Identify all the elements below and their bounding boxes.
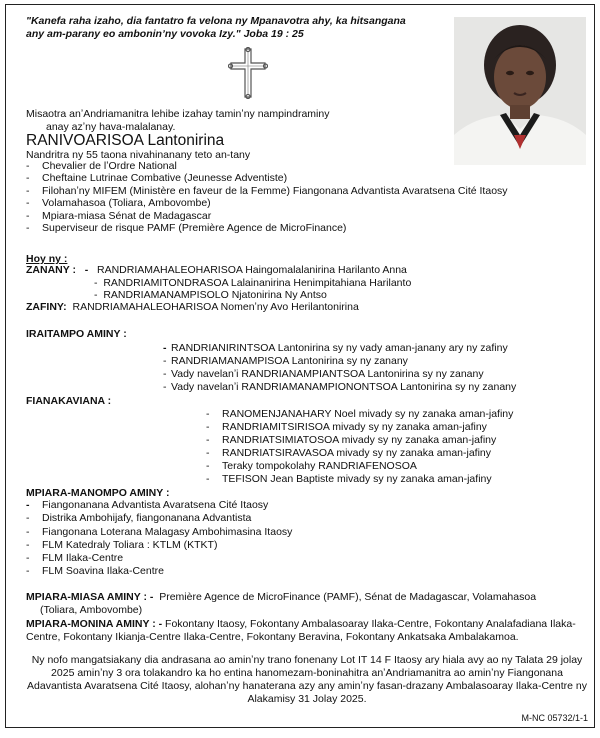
titles-list (26, 160, 586, 234)
bible-verse: "Kanefa raha izaho, dia fantatro fa velona ny Mpanavotra ahy, ka hitsangana any am-parany eo amboninʼny vovoka Izy." Joba 19 : 25 (26, 15, 406, 40)
list-item: - Filohanʼny MIFEM (Ministère en faveur de la Femme) Fiangonana Advantista Avaratsena Cité Itaosy (26, 184, 508, 197)
intro-line-1: Misaotra anʼAndriamanitra lehibe izahay taminʼny nampindraminy (26, 108, 330, 120)
mpiara-monina-text: Fokontany Itaosy, Fokontany Ambalasoaray Ilaka-Centre, Fokontany Analafadiana Ilaka-Centre, Fokontany Ikianja-Centre Ilaka-Centre, Fokontany Beravina, Fokontany Ankatsaka Ambalakamoa. (26, 618, 576, 643)
list-item: - Fiangonanana Advantista Avaratsena Cité Itaosy (26, 499, 269, 511)
list-item: - Cheftaine Lutrinae Combative (Jeunesse Adventiste) (26, 172, 288, 185)
zafiny-label: ZAFINY: (26, 301, 67, 313)
list-item: - RANDRIAMANAMPISOA Lantonirina sy ny zanany (163, 355, 408, 367)
list-item: - RANDRIATSIRAVASOA mivady sy ny zanaka aman-jafiny (206, 447, 492, 459)
fianakaviana-label: FIANAKAVIANA : (26, 395, 112, 407)
mpiara-monina-label: MPIARA-MONINA AMINY : - (26, 618, 163, 630)
list-item: - Mpiara-miasa Sénat de Madagascar (26, 209, 212, 222)
obituary-notice (5, 4, 595, 728)
mpiara-manompo-label: MPIARA-MANOMPO AMINY : (26, 487, 170, 499)
zafiny-section (26, 301, 359, 313)
iraitampo-label: IRAITAMPO AMINY : (26, 328, 127, 340)
list-item: - RANDRIATSIMIATOSOA mivady sy ny zanaka aman-jafiny (206, 434, 497, 446)
hoy-label: Hoy ny : (26, 253, 68, 265)
mpiara-miasa-cont: (Toliara, Ambovombe) (40, 604, 143, 616)
intro-text (26, 108, 446, 134)
list-item: - Volamahasoa (Toliara, Ambovombe) (26, 197, 211, 210)
zanany-label: ZANANY : (26, 264, 76, 276)
list-item: - Fiangonana Loterana Malagasy Ambohimasina Itaosy (26, 525, 293, 538)
mpiara-miasa-label: MPIARA-MIASA AMINY : - (26, 591, 154, 603)
zanany-section (26, 264, 586, 302)
list-item: - Distrika Ambohijafy, fiangonanana Advantista (26, 512, 252, 525)
list-item: ZANANY : - RANDRIAMAHALEOHARISOA Haingomalalanirina Harilanto Anna (26, 264, 407, 276)
list-item: - Vady navelanʼi RANDRIANAMPIANTSOA Lantonirina sy ny zanany (163, 368, 484, 380)
mpiara-manompo-list (26, 499, 586, 579)
mpiara-miasa-section (26, 591, 586, 617)
iraitampo-list (163, 342, 583, 394)
list-item: - RANDRIAMITONDRASOA Lalainanirina Henimpitahiana Harilanto (94, 276, 412, 289)
list-item: - FLM Soavina Ilaka-Centre (26, 565, 164, 578)
closing-paragraph: Ny nofo mangatsiakany dia andrasana ao aminʼny trano fonenany Lot IT 14 F Itaosy ary hiala avy ao ny Talata 29 jolay 2025 aminʼny 3 ora tolakandro ka ho entina hanomezam-boninahitra anʼAndriamanitra ao aminʼny Fiangonana Adavantista Avaratsena Cité Itaosy, alohanʼny hanaterana azy any aminʼny fasan-drazany Ambalasoaray Ilaka-Centre ny Alakamisy 31 Jolay 2025. (27, 654, 587, 705)
list-item: - FLM Ilaka-Centre (26, 552, 124, 565)
list-item: - RANDRIAMANAMPISOLO Njatonirina Ny Antso (94, 289, 327, 302)
list-item: - FLM Katedraly Toliara : KTLM (KTKT) (26, 538, 218, 551)
cross-icon (228, 47, 268, 99)
list-item: - RANDRIANIRINTSOA Lantonirina sy ny vady aman-janany ary ny zafiny (163, 342, 508, 354)
reference-code: M-NC 05732/1-1 (521, 713, 588, 723)
intro-line-2: anay azʼny hava-malalanay. (46, 121, 176, 133)
deceased-name: RANIVOARISOA Lantonirina (26, 132, 225, 149)
fianakaviana-list (206, 408, 586, 486)
list-item: - Superviseur de risque PAMF (Première Agence de MicroFinance) (26, 222, 347, 235)
age-line: Nandritra ny 55 taona nivahinanany teto an-tany (26, 149, 251, 161)
list-item: - RANDRIAMITSIRISOA mivady sy ny zanaka aman-jafiny (206, 421, 487, 433)
list-item: - Teraky tompokolahy RANDRIAFENOSOA (206, 460, 417, 472)
list-item: - RANOMENJANAHARY Noel mivady sy ny zanaka aman-jafiny (206, 408, 514, 420)
list-item: - Vady navelanʼi RANDRIAMANAMPIONONTSOA Lantonirina sy ny zanany (163, 381, 517, 393)
zafiny-text: RANDRIAMAHALEOHARISOA Nomenʼny Avo Herilantonirina (72, 301, 359, 313)
mpiara-miasa-text: Première Agence de MicroFinance (PAMF), Sénat de Madagascar, Volamahasoa (159, 591, 537, 603)
portrait-photo (454, 17, 586, 165)
list-item: - Chevalier de lʼOrdre National (26, 160, 177, 172)
mpiara-monina-section (26, 618, 588, 644)
list-item: - TEFISON Jean Baptiste mivady sy ny zanaka aman-jafiny (206, 473, 492, 485)
